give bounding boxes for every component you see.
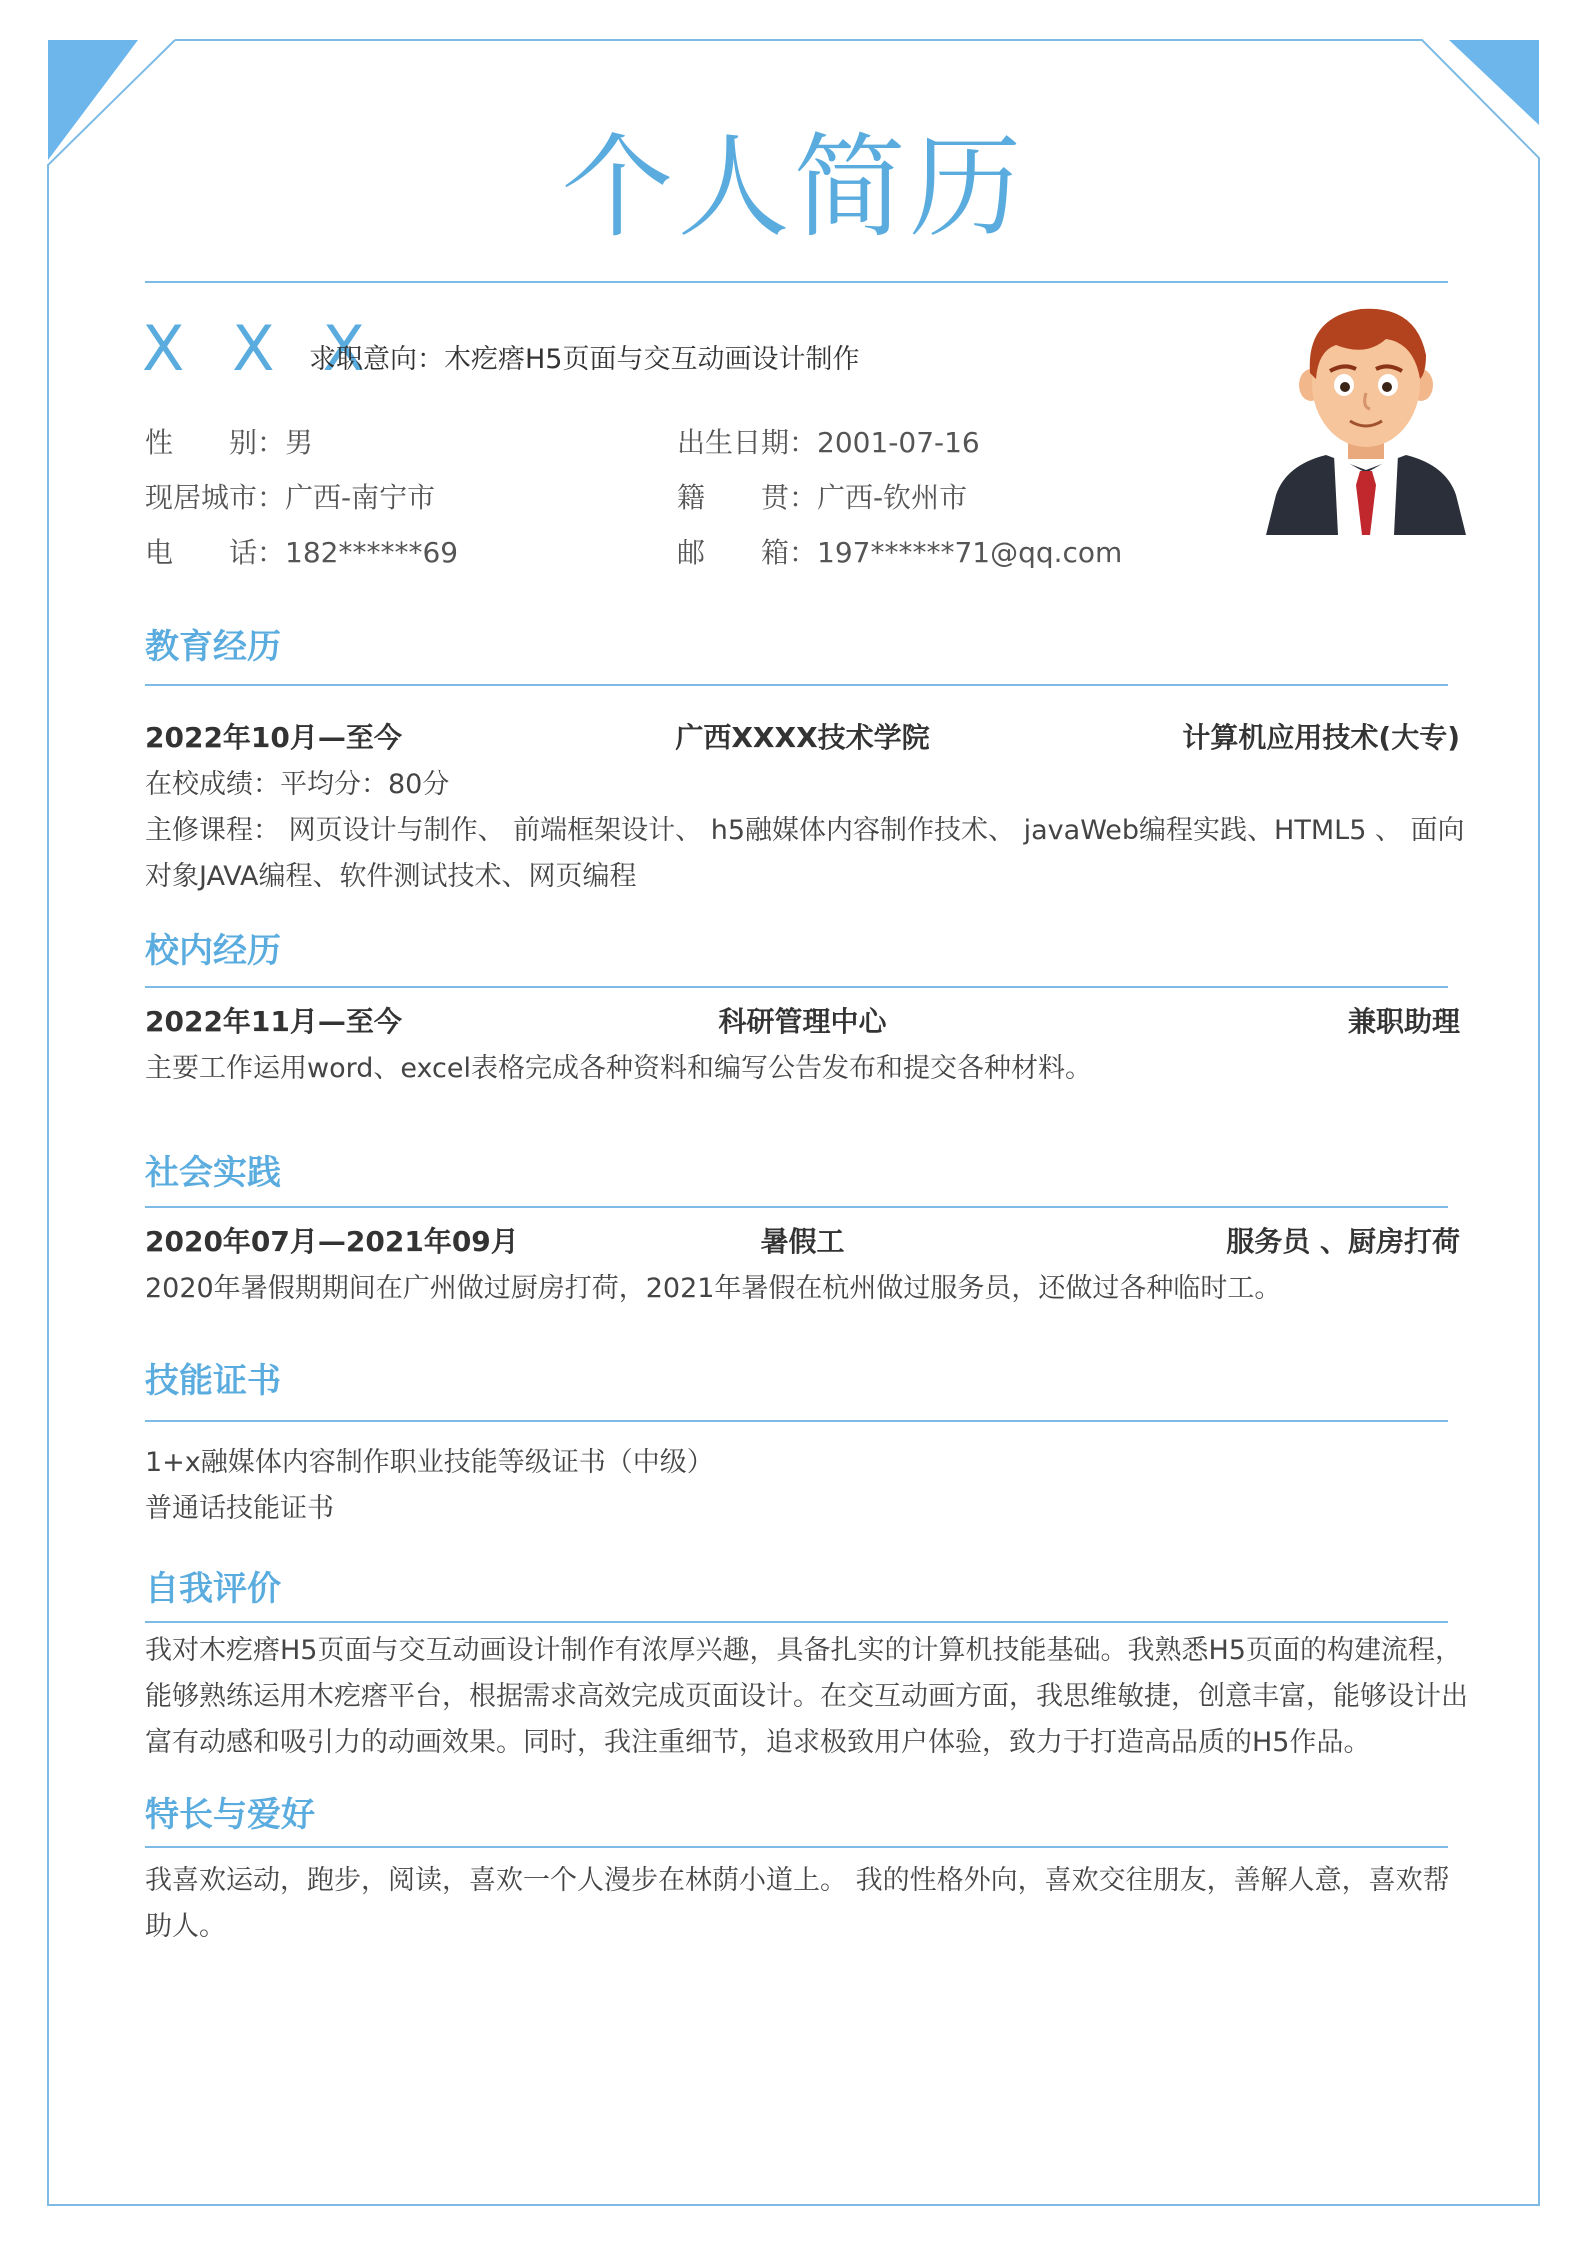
campus-divider (145, 986, 1448, 988)
right-pupil (1382, 382, 1392, 392)
gender-label: 性 别： (145, 426, 286, 459)
education-major: 计算机应用技术(大专) (1182, 721, 1460, 754)
campus-period: 2022年11月—至今 (145, 1005, 402, 1038)
skills-section-title: 技能证书 (145, 1361, 281, 1401)
gender-value: 男 (285, 426, 314, 459)
email-value: 197******71@qq.com (817, 536, 1123, 569)
self-eval-line-3: 富有动感和吸引力的动画效果。同时，我注重细节，追求极致用户体验，致力于打造高品质的H5作品。 (145, 1727, 1371, 1758)
phone-value: 182******69 (285, 536, 459, 569)
skill-item-1: 1+x融媒体内容制作职业技能等级证书（中级） (145, 1447, 714, 1478)
self-eval-section-title: 自我评价 (145, 1569, 281, 1609)
education-courses-line-1: 主修课程： 网页设计与制作、 前端框架设计、 h5融媒体内容制作技术、 javaWeb编程实践、HTML5 、 面向 (145, 815, 1465, 846)
city-value: 广西-南宁市 (285, 481, 436, 514)
origin-label: 籍 贯： (677, 481, 818, 514)
info-gender (145, 423, 313, 463)
education-courses-line-2: 对象JAVA编程、软件测试技术、网页编程 (145, 861, 637, 892)
campus-description: 主要工作运用word、excel表格完成各种资料和编写公告发布和提交各种材料。 (145, 1053, 1092, 1084)
avatar (1266, 295, 1466, 535)
practice-period: 2020年07月—2021年09月 (145, 1225, 519, 1258)
education-section-title: 教育经历 (145, 627, 281, 667)
info-email (677, 533, 1122, 573)
hobbies-line-1: 我喜欢运动，跑步，阅读，喜欢一个人漫步在林荫小道上。 我的性格外向，喜欢交往朋友，善解人意，喜欢帮 (145, 1865, 1450, 1896)
practice-divider (145, 1206, 1448, 1208)
education-row (145, 718, 1460, 758)
hobbies-divider (145, 1846, 1448, 1848)
practice-section-title: 社会实践 (145, 1153, 281, 1193)
campus-org: 科研管理中心 (718, 1005, 887, 1038)
origin-value: 广西-钦州市 (817, 481, 968, 514)
hobbies-line-2: 助人。 (145, 1911, 226, 1942)
self-eval-line-1: 我对木疙瘩H5页面与交互动画设计制作有浓厚兴趣，具备扎实的计算机技能基础。我熟悉H5页面的构建流程， (145, 1635, 1462, 1666)
job-intent: 求职意向：木疙瘩H5页面与交互动画设计制作 (309, 344, 860, 375)
campus-section-title: 校内经历 (145, 931, 281, 971)
education-divider (145, 684, 1448, 686)
hobbies-section-title: 特长与爱好 (145, 1795, 315, 1835)
skills-divider (145, 1420, 1448, 1422)
birth-value: 2001-07-16 (817, 426, 980, 459)
practice-org: 暑假工 (760, 1225, 845, 1258)
skill-item-2: 普通话技能证书 (145, 1493, 334, 1524)
city-label: 现居城市： (145, 481, 286, 514)
info-phone (145, 533, 458, 573)
education-score: 在校成绩：平均分：80分 (145, 769, 450, 800)
candidate-name: X X X (142, 312, 379, 385)
practice-description: 2020年暑假期期间在广州做过厨房打荷，2021年暑假在杭州做过服务员，还做过各种临时工。 (145, 1273, 1282, 1304)
email-label: 邮 箱： (677, 536, 818, 569)
practice-role: 服务员 、厨房打荷 (1226, 1225, 1460, 1258)
campus-row (145, 1002, 1460, 1042)
campus-role: 兼职助理 (1347, 1005, 1460, 1038)
self-eval-divider (145, 1621, 1448, 1623)
info-city (145, 478, 435, 518)
education-school: 广西XXXX技术学院 (675, 721, 930, 754)
birth-label: 出生日期： (677, 426, 818, 459)
info-birth (677, 423, 980, 463)
education-period: 2022年10月—至今 (145, 721, 402, 754)
self-eval-line-2: 能够熟练运用木疙瘩平台，根据需求高效完成页面设计。在交互动画方面，我思维敏捷，创意丰富，能够设计出 (145, 1681, 1468, 1712)
left-pupil (1340, 382, 1350, 392)
info-origin (677, 478, 967, 518)
page-title: 个人简历 (561, 123, 1026, 253)
phone-label: 电 话： (145, 536, 286, 569)
practice-row (145, 1222, 1460, 1262)
title-divider (145, 281, 1448, 283)
